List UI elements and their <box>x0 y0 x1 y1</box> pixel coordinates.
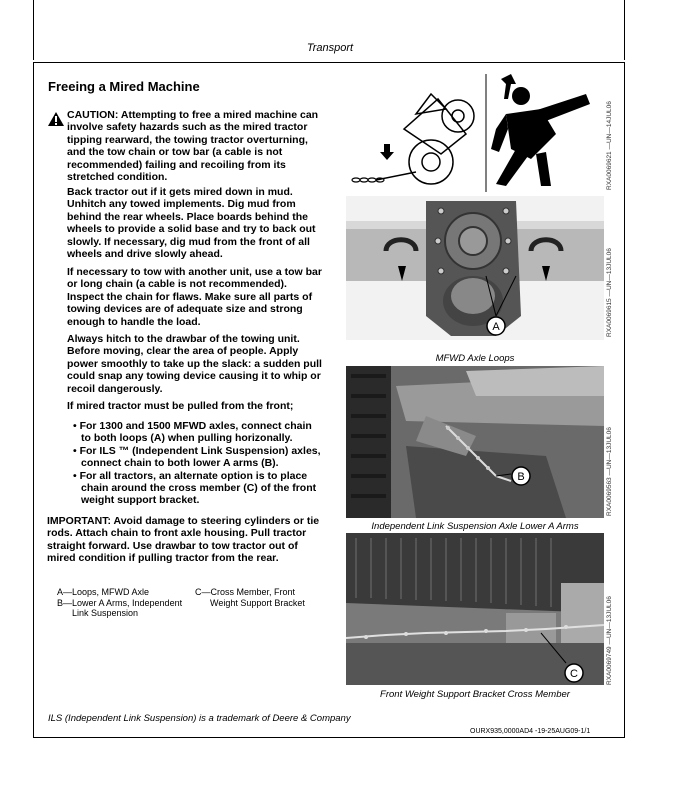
paragraph-back-out: Back tractor out if it gets mired down in mud. Unhitch any towed implements. Dig mud from behind the rear wheels. Place boards behind the wheels to provide a solid base and try to back out slowly. If necessary, dig mud from the front of all wheels and drive slowly ahead. <box>67 186 316 261</box>
figure-4-caption: Front Weight Support Bracket Cross Member <box>380 689 570 700</box>
section-title: Freeing a Mired Machine <box>48 79 200 94</box>
legend-left <box>57 587 197 619</box>
legend-item-a: A—Loops, MFWD Axle <box>57 587 150 597</box>
footer-code: OURX935,0000AD4 -19-25AUG09-1/1 <box>470 728 591 735</box>
caution-text: Attempting to free a mired machine can involve safety hazards such as the mired tractor tipping rearward, the towing tractor overturning, and the tow chain or tow bar (a cable is not recommended) failing and recoiling from its stretched condition. <box>67 109 319 184</box>
paragraph-hitch: Always hitch to the drawbar of the towing unit. Before moving, clear the area of people. Apply power smoothly to take up the slack: a sudden pull could snap any towing device causing it to whip or recoil dangerously. <box>67 333 322 395</box>
bullet-item: • For ILS ™ (Independent Link Suspension) axles, connect chain to both lower A arms (B). <box>73 444 321 470</box>
page-header: Transport <box>306 42 354 54</box>
figure-4-code: RXA0069749 —UN—13JUL06 <box>606 596 613 685</box>
caution-label: CAUTION: <box>67 109 119 121</box>
mfwd-axle-photo <box>346 196 604 340</box>
figure-2-caption: MFWD Axle Loops <box>435 353 515 364</box>
bullet-item: • For all tractors, an alternate option is to place chain around the cross member (C) of the front weight support bracket. <box>73 469 317 507</box>
figure-1-code: RXA0069621 —UN—14JUL06 <box>606 101 613 190</box>
figure-2-code: RXA0069615 —UN—13JUL06 <box>606 248 613 337</box>
figure-3-code: RXA0069563 —UN—13JUL06 <box>606 427 613 516</box>
paragraph-front-pull: If mired tractor must be pulled from the front; <box>67 400 294 412</box>
callout-c: C <box>570 668 578 680</box>
important-block <box>47 515 327 565</box>
legend-item-b-cont: Link Suspension <box>72 608 139 618</box>
legend-item-c: C—Cross Member, Front <box>195 587 296 597</box>
legend-item-b: B—Lower A Arms, Independent <box>57 597 183 608</box>
caution-block <box>67 109 323 183</box>
figure-3-caption: Independent Link Suspension Axle Lower A Arms <box>371 521 579 532</box>
paragraph-tow: If necessary to tow with another unit, use a tow bar or long chain (a cable is not recommended). Inspect the chain for flaws. Make sure all parts of towing devices are of adequate size and strong enough to handle the load. <box>67 266 322 328</box>
tipping-tractor-illustration <box>346 74 604 192</box>
legend-item-c-cont: Weight Support Bracket <box>210 597 305 608</box>
weight-bracket-photo <box>346 533 604 685</box>
important-label: IMPORTANT: <box>47 515 111 527</box>
ils-axle-photo <box>346 366 604 518</box>
bullet-item: • For 1300 and 1500 MFWD axles, connect chain to both loops (A) when pulling horizonally. <box>73 420 312 445</box>
callout-a: A <box>492 321 500 333</box>
important-text: Avoid damage to steering cylinders or tie rods. Attach chain to front axle housing. Pull tractor straight forward. Use drawbar to tow tractor out of mired condition if pulling tractor from the rear. <box>47 515 320 565</box>
warning-triangle-icon <box>47 111 65 127</box>
trademark-note: ILS (Independent Link Suspension) is a trademark of Deere & Company <box>48 713 351 724</box>
bullet-list <box>67 420 323 507</box>
callout-b: B <box>517 471 525 483</box>
legend-right <box>195 587 325 608</box>
